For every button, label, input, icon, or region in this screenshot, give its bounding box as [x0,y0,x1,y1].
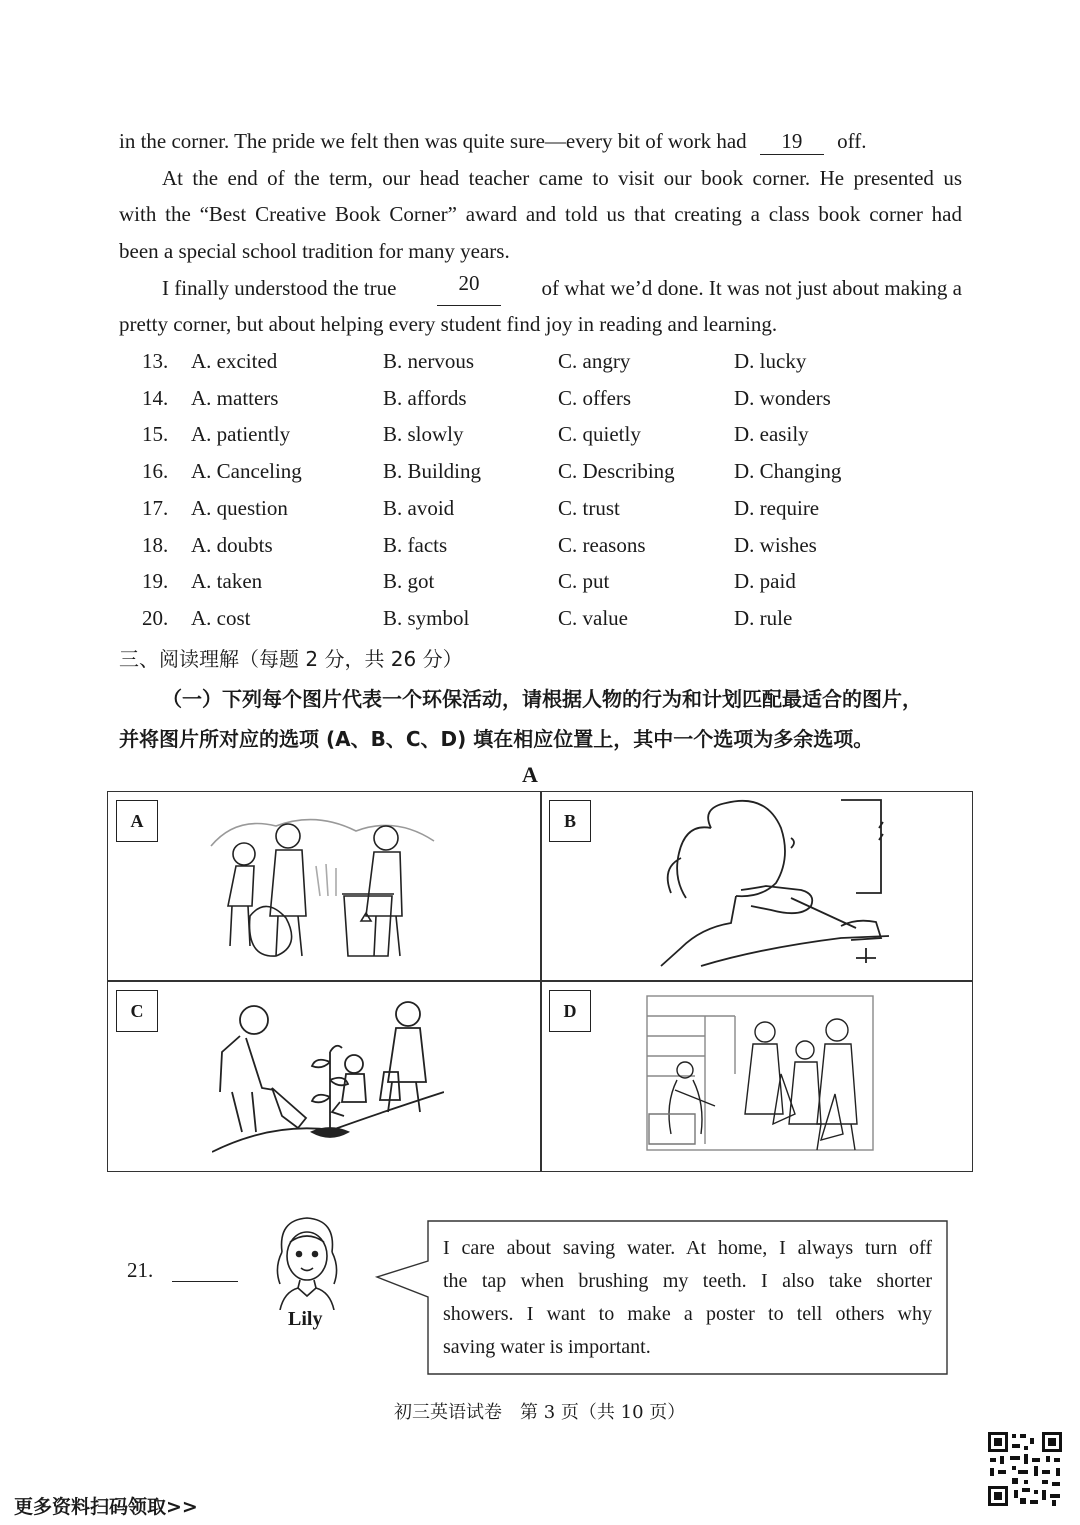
option-choice-d[interactable]: D. paid [734,569,796,594]
blank-20: 20 [437,270,501,306]
option-question-number: 17. [142,495,169,520]
option-choice-a[interactable]: A. Canceling [191,459,302,484]
option-choice-a[interactable]: A. question [191,495,288,520]
answer-blank-21[interactable] [172,1281,238,1282]
section-heading: 三、阅读理解（每题 2 分，共 26 分） [119,647,463,671]
option-question-number: 19. [142,569,169,594]
option-question-number: 14. [142,385,169,410]
passage-line-2: At the end of the term, our head teacher came to visit our book corner. He presented us [162,166,962,190]
option-choice-a[interactable]: A. patiently [191,422,291,447]
option-question-number: 15. [142,422,169,447]
option-choice-c[interactable]: C. angry [558,349,631,373]
passage-line-6: pretty corner, but about helping every student find joy in reading and learning. [119,312,778,336]
option-choice-a[interactable]: A. taken [191,569,263,594]
speech-line: the tap when brushing my teeth. I also take shorter [443,1270,932,1292]
option-choice-c[interactable]: C. quietly [558,422,641,447]
shopping-bags-illustration [645,994,875,1152]
question-21-number: 21. [127,1258,154,1282]
option-choice-d[interactable]: D. wonders [734,385,831,410]
option-choice-d[interactable]: D. Changing [734,459,842,484]
passage-line-5 [162,270,962,306]
picture-label-a: A [116,800,158,842]
planting-tree-illustration [212,992,444,1162]
option-choice-c[interactable]: C. put [558,569,610,594]
speech-line: saving water is important. [443,1336,651,1358]
page-footer: 初三英语试卷 第 3 页（共 10 页） [394,1402,686,1423]
option-choice-d[interactable]: D. require [734,495,820,520]
instruction-line-2: 并将图片所对应的选项 (A、B、C、D) 填在相应位置上，其中一个选项为多余选项。 [119,727,874,751]
option-choice-c[interactable]: C. offers [558,385,632,410]
picture-d [541,982,974,1172]
option-choice-a[interactable]: A. matters [191,385,279,410]
passage-line-4: been a special school tradition for many years. [119,239,510,263]
speech-line: I care about saving water. At home, I always turn off [443,1237,932,1259]
option-question-number: 16. [142,459,169,484]
lily-avatar [270,1212,344,1310]
picture-a [108,792,541,982]
option-choice-a[interactable]: A. excited [191,349,278,373]
option-choice-c[interactable]: C. trust [558,495,620,520]
option-choice-b[interactable]: B. facts [383,532,448,557]
qr-code-icon[interactable] [986,1430,1064,1508]
picture-set-title: A [522,762,538,787]
option-choice-b[interactable]: B. avoid [383,495,455,520]
picture-label-b: B [549,800,591,842]
option-choice-b[interactable]: B. slowly [383,422,464,447]
blank-19: 19 [760,128,824,155]
picking-up-litter-illustration [206,806,438,966]
option-choice-b[interactable]: B. symbol [383,605,470,630]
passage-text: in the corner. The pride we felt then was quite sure—every bit of work had [119,129,747,153]
more-resources-link[interactable]: 更多资料扫码领取>> [14,1496,198,1518]
option-question-number: 20. [142,605,169,630]
speech-line: showers. I want to make a poster to tell others why [443,1303,932,1325]
option-choice-a[interactable]: A. doubts [191,532,273,557]
brushing-teeth-illustration [641,798,891,968]
lily-name: Lily [288,1308,323,1330]
option-choice-d[interactable]: D. lucky [734,349,807,373]
picture-grid [107,791,973,1172]
option-choice-d[interactable]: D. wishes [734,532,817,557]
option-choice-c[interactable]: C. Describing [558,459,675,484]
picture-label-d: D [549,990,591,1032]
passage-text: of what we’d done. It was not just about making a [541,276,962,300]
option-choice-b[interactable]: B. affords [383,385,467,410]
option-choice-d[interactable]: D. rule [734,605,793,630]
speech-text [443,1232,932,1364]
picture-c [108,982,541,1172]
option-choice-d[interactable]: D. easily [734,422,809,447]
picture-label-c: C [116,990,158,1032]
passage-line-3: with the “Best Creative Book Corner” award and told us that creating a class book corner had [119,202,962,226]
passage-line-1 [119,123,867,159]
option-choice-b[interactable]: B. got [383,569,435,594]
option-question-number: 13. [142,349,169,373]
instruction-line-1: （一）下列每个图片代表一个环保活动，请根据人物的行为和计划匹配最适合的图片， [162,687,922,711]
option-choice-b[interactable]: B. nervous [383,349,474,373]
passage-text: I finally understood the true [162,276,397,300]
option-choice-c[interactable]: C. reasons [558,532,646,557]
picture-b [541,792,974,982]
option-question-number: 18. [142,532,169,557]
passage-text: off. [837,129,867,153]
option-choice-c[interactable]: C. value [558,605,628,630]
option-choice-a[interactable]: A. cost [191,605,251,630]
option-choice-b[interactable]: B. Building [383,459,482,484]
